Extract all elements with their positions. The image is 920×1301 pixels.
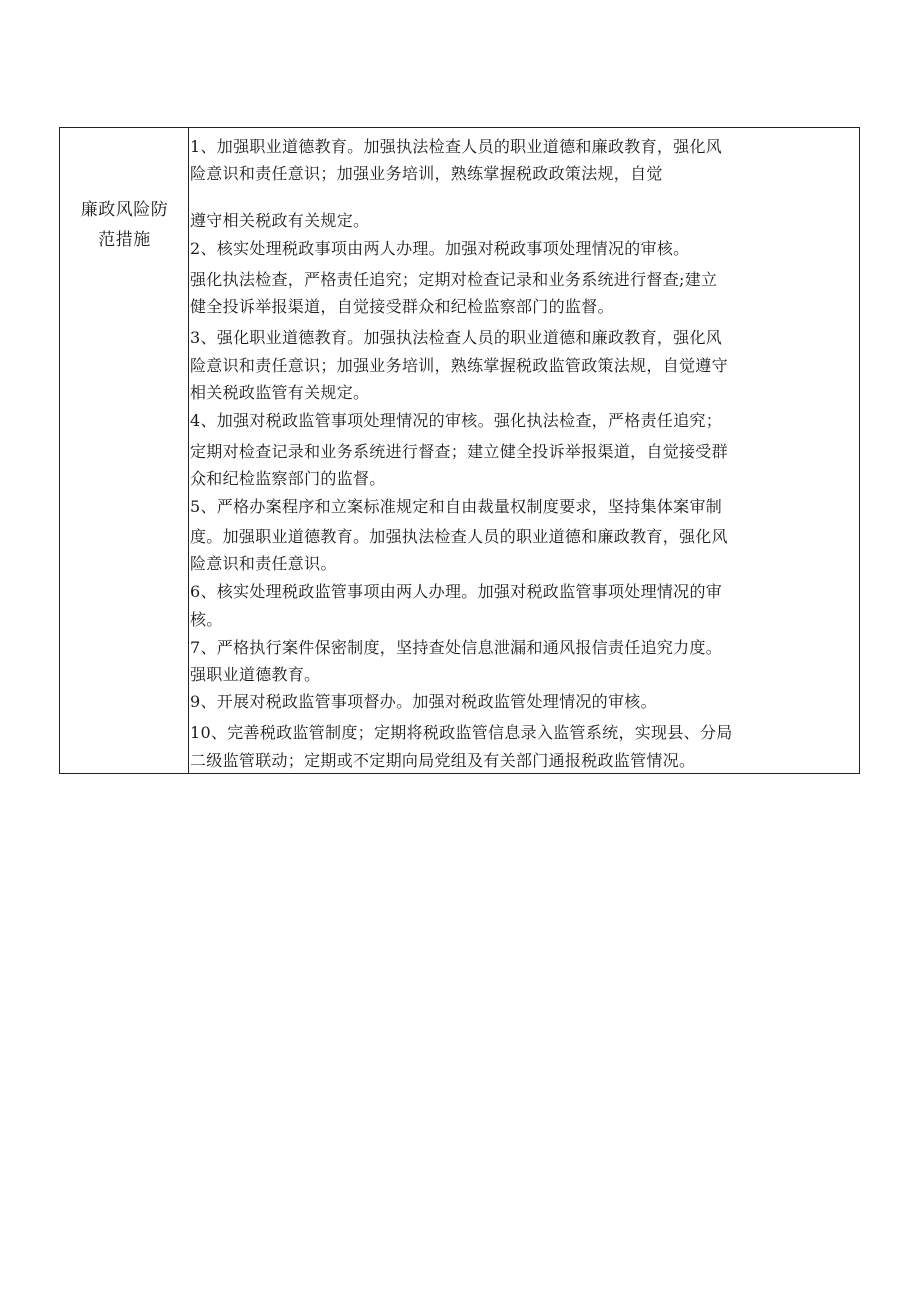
row-label (60, 195, 189, 255)
measure-line: 度。加强职业道德教育。加强执法检查人员的职业道德和廉政教育，强化风 (190, 527, 728, 546)
measure-line: 4、加强对税政监管事项处理情况的审核。强化执法检查，严格责任追究； (190, 411, 723, 430)
row-label-line-1: 廉政风险防 (80, 200, 169, 220)
measure-line: 相关税政监管有关规定。 (190, 383, 370, 402)
measure-line: 9、开展对税政监管事项督办。加强对税政监管处理情况的审核。 (190, 692, 657, 711)
measure-line: 险意识和责任意识。 (190, 554, 337, 573)
measures-content-cell (189, 128, 859, 773)
measure-line: 7、严格执行案件保密制度，坚持查处信息泄漏和通风报信责任追究力度。 (190, 638, 723, 657)
measure-line: 1、加强职业道德教育。加强执法检查人员的职业道德和廉政教育，强化风 (190, 137, 723, 156)
measure-line: 遵守相关税政有关规定。 (190, 211, 370, 230)
measure-line: 核。 (190, 610, 223, 629)
measure-line: 险意识和责任意识；加强业务培训，熟练掌握税政政策法规，自觉 (190, 164, 663, 183)
measure-line: 众和纪检监察部门的监督。 (190, 469, 386, 488)
measure-line: 强化执法检查，严格责任追究；定期对检查记录和业务系统进行督查;建立 (190, 270, 718, 289)
measure-line: 2、核实处理税政事项由两人办理。加强对税政事项处理情况的审核。 (190, 239, 690, 258)
measure-line: 3、强化职业道德教育。加强执法检查人员的职业道德和廉政教育，强化风 (190, 328, 723, 347)
measure-line: 5、严格办案程序和立案标准规定和自由裁量权制度要求，坚持集体案审制 (190, 497, 723, 516)
row-label-line-2: 范措施 (98, 230, 151, 250)
row-label-cell (60, 128, 189, 773)
measure-line: 二级监管联动；定期或不定期向局党组及有关部门通报税政监管情况。 (190, 751, 696, 770)
measure-line: 健全投诉举报渠道，自觉接受群众和纪检监察部门的监督。 (190, 297, 614, 316)
measure-line: 定期对检查记录和业务系统进行督查；建立健全投诉举报渠道，自觉接受群 (190, 442, 728, 461)
measures-table (59, 127, 860, 774)
measure-line: 险意识和责任意识；加强业务培训，熟练掌握税政监管政策法规，自觉遵守 (190, 356, 728, 375)
measure-line: 10、完善税政监管制度；定期将税政监管信息录入监管系统，实现县、分局 (190, 723, 733, 742)
measure-line: 强职业道德教育。 (190, 665, 321, 684)
measure-line: 6、核实处理税政监管事项由两人办理。加强对税政监管事项处理情况的审 (190, 582, 723, 601)
